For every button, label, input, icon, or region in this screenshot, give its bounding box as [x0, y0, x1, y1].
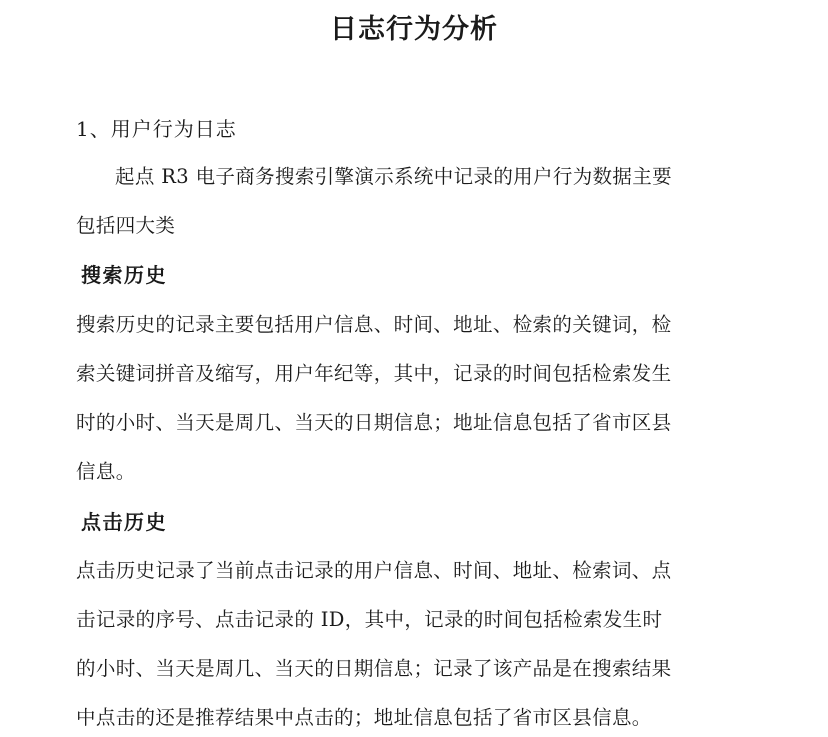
section-heading: 1、用户行为日志 — [76, 117, 237, 141]
click-history-line-2: 击记录的序号、点击记录的 ID，其中，记录的时间包括检索发生时 — [76, 608, 663, 631]
click-history-heading: 点击历史 — [81, 510, 167, 534]
search-history-line-4: 信息。 — [76, 460, 136, 483]
search-history-heading: 搜索历史 — [81, 263, 167, 287]
click-history-line-1: 点击历史记录了当前点击记录的用户信息、时间、地址、检索词、点 — [76, 559, 672, 582]
intro-line-2: 包括四大类 — [76, 214, 176, 237]
document-title: 日志行为分析 — [330, 14, 498, 45]
search-history-line-1: 搜索历史的记录主要包括用户信息、时间、地址、检索的关键词，检 — [76, 313, 672, 336]
search-history-line-2: 索关键词拼音及缩写，用户年纪等，其中，记录的时间包括检索发生 — [76, 362, 672, 385]
click-history-line-4: 中点击的还是推荐结果中点击的；地址信息包括了省市区县信息。 — [76, 706, 652, 729]
click-history-line-3: 的小时、当天是周几、当天的日期信息；记录了该产品是在搜索结果 — [76, 657, 672, 680]
intro-line-1: 起点 R3 电子商务搜索引擎演示系统中记录的用户行为数据主要 — [115, 165, 672, 188]
search-history-line-3: 时的小时、当天是周几、当天的日期信息；地址信息包括了省市区县 — [76, 411, 672, 434]
